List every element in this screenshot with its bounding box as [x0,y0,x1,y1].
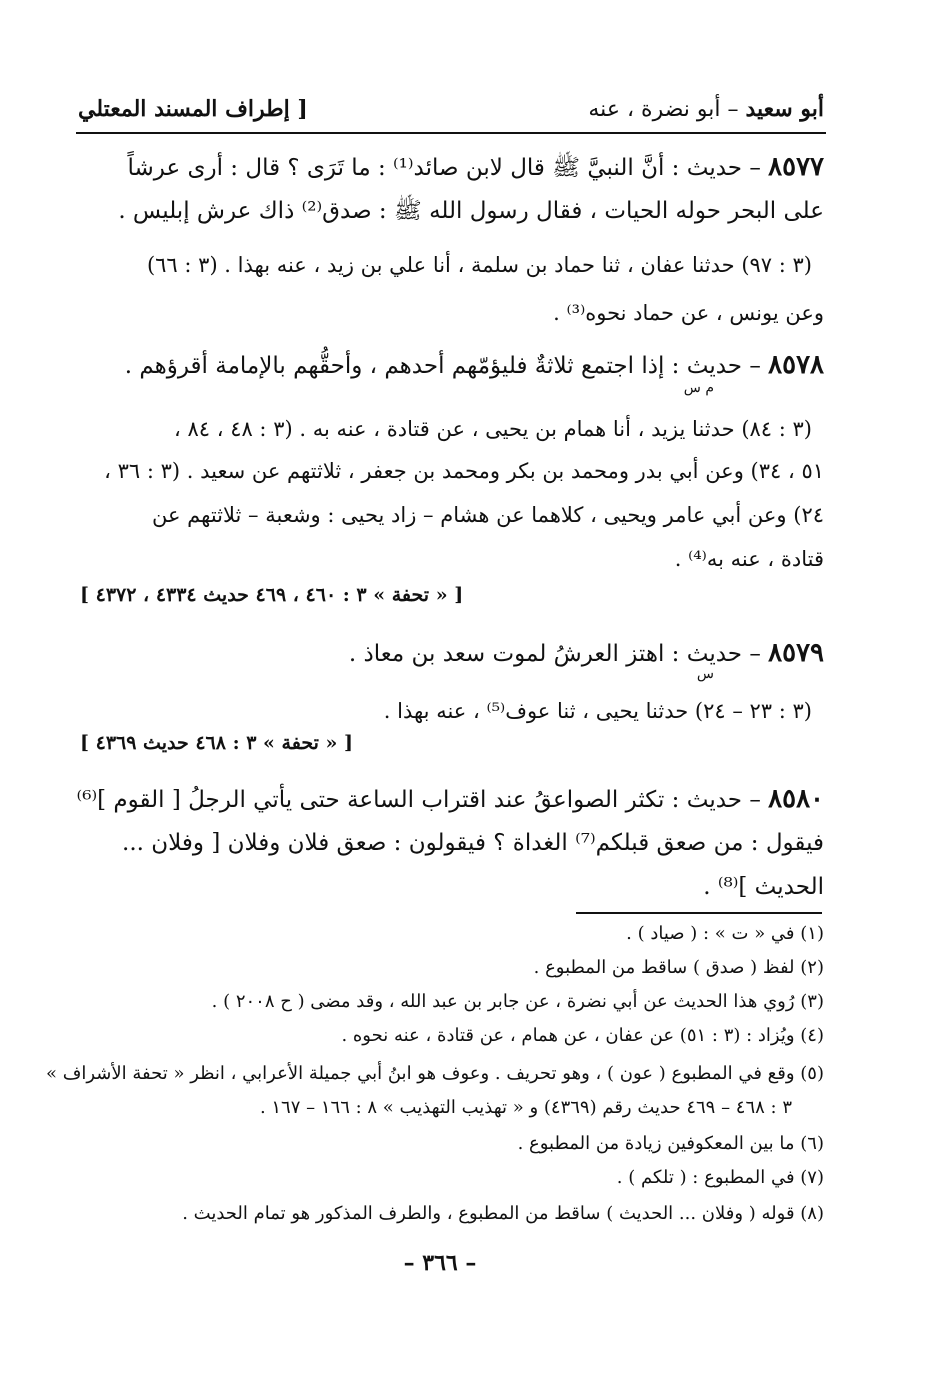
entry-8579-line-1: ٨٥٧٩ – حديث : اهتز العرشُ لموت سعد بن معاذ . [348,638,824,668]
entry-8578-line-1: ٨٥٧٨ – حديث : إذا اجتمع ثلاثةٌ فليؤمّهم أحدهم ، وأحقُّهم بالإمامة أقرؤهم . [124,350,824,380]
footnote-3: (٣) رُوي هذا الحديث عن أبي نضرة ، عن جابر بن عبد الله ، وقد مضى ( ح ٢٠٠٨ ) . [211,991,824,1012]
entry-text: حديث : تكثر الصواعقُ عند اقتراب الساعة حتى يأتي الرجلُ [ القوم ]⁽⁶⁾ [76,787,743,813]
entry-8578-ref-3: ٢٤) وعن أبي عامر ويحيى ، كلاهما عن هشام – زاد يحيى : وشعبة – ثلاثتهم عن [151,503,824,527]
entry-8578-sigla: م س [683,380,714,396]
running-head-narrator: أبو سعيد [745,96,824,122]
entry-8578-ref-4: قتادة ، عنه به⁽⁴⁾ . [674,547,824,571]
running-head-left: [ إطراف المسند المعتلي [78,96,308,122]
entry-8578-tuhfa: [ « تحفة » ٣ : ٤٦٠ ، ٤٦٩ حديث ٤٣٣٤ ، ٤٣٧٢ ] [80,584,464,606]
entry-text: حديث : أنَّ النبيَّ ﷺ قال لابن صائد⁽¹⁾ : ما تَرَى ؟ قال : أرى عرشاً [127,155,743,181]
entry-8577-line-1: ٨٥٧٧ – حديث : أنَّ النبيَّ ﷺ قال لابن صائد⁽¹⁾ : ما تَرَى ؟ قال : أرى عرشاً [127,152,824,182]
header-rule [76,132,826,134]
footnote-1: (١) في « ت » : ( صياد ) . [626,923,824,944]
running-head-chain: – أبو نضرة ، عنه [588,97,739,122]
footnote-8: (٨) قوله ( وفلان ... الحديث ) ساقط من المطبوع ، والطرف المذكور هو تمام الحديث . [182,1203,824,1224]
running-head-right [588,96,824,122]
entry-8580-line-3: الحديث ]⁽⁸⁾ . [703,874,824,900]
entry-8577-ref-2: وعن يونس ، عن حماد نحوه⁽³⁾ . [553,301,824,325]
entry-8579-tuhfa: [ « تحفة » ٣ : ٤٦٨ حديث ٤٣٦٩ ] [80,732,353,754]
entry-8579-ref-1: (٣ : ٢٣ – ٢٤) حدثنا يحيى ، ثنا عوف⁽⁵⁾ ، عنه بهذا . [383,699,812,723]
footnote-6: (٦) ما بين المعكوفين زيادة من المطبوع . [517,1133,824,1154]
footnote-7: (٧) في المطبوع : ( تلكم ) . [616,1167,824,1188]
entry-8579-sigla: س [696,666,714,682]
entry-8578-ref-1: (٣ : ٨٤) حدثنا يزيد ، أنا همام بن يحيى ، عن قتادة ، عنه به . (٣ : ٤٨ ، ٨٤ ، [174,417,812,441]
entry-8580-line-1: ٨٥٨٠ – حديث : تكثر الصواعقُ عند اقتراب الساعة حتى يأتي الرجلُ [ القوم ]⁽⁶⁾ [76,784,824,814]
entry-text: حديث : إذا اجتمع ثلاثةٌ فليؤمّهم أحدهم ، وأحقُّهم بالإمامة أقرؤهم . [124,353,743,379]
footnote-5: (٥) وقع في المطبوع ( عون ) ، وهو تحريف . وعوف هو ابنُ أبي جميلة الأعرابي ، انظر « تحفة الأشراف » [45,1063,824,1084]
page-number: – ٣٦٦ – [403,1250,477,1276]
entry-number: ٨٥٧٨ [768,350,824,380]
footnote-4: (٤) ويُزاد : (٣ : ٥١) عن عفان ، عن همام ، عن قتادة ، عنه نحوه . [341,1025,824,1046]
entry-number: ٨٥٧٧ [768,152,824,182]
entry-number: ٨٥٧٩ [768,638,824,668]
entry-number: ٨٥٨٠ [768,784,824,814]
entry-8577-ref-1: (٣ : ٩٧) حدثنا عفان ، ثنا حماد بن سلمة ، أنا علي بن زيد ، عنه بهذا . (٣ : ٦٦) [146,253,812,277]
entry-8578-ref-2: ٥١ ، ٣٤) وعن أبي بدر ومحمد بن بكر ومحمد بن جعفر ، ثلاثتهم عن سعيد . (٣ : ٣٦ ، [104,459,824,483]
entry-text: حديث : اهتز العرشُ لموت سعد بن معاذ . [348,641,743,667]
entry-8580-line-2: فيقول : من صعق قبلكم⁽⁷⁾ الغداة ؟ فيقولون : صعق فلان وفلان [ وفلان ... [122,830,824,856]
entry-8577-line-2: على البحر حوله الحيات ، فقال رسول الله ﷺ : صدق⁽²⁾ ذاك عرش إبليس . [118,198,824,224]
footnote-2: (٢) لفظ ( صدق ) ساقط من المطبوع . [533,957,824,978]
footnote-rule [576,912,822,914]
footnote-5-cont: ٣ : ٤٦٨ – ٤٦٩ حديث رقم (٤٣٦٩) و « تهذيب التهذيب » ٨ : ١٦٦ – ١٦٧ . [259,1097,792,1118]
